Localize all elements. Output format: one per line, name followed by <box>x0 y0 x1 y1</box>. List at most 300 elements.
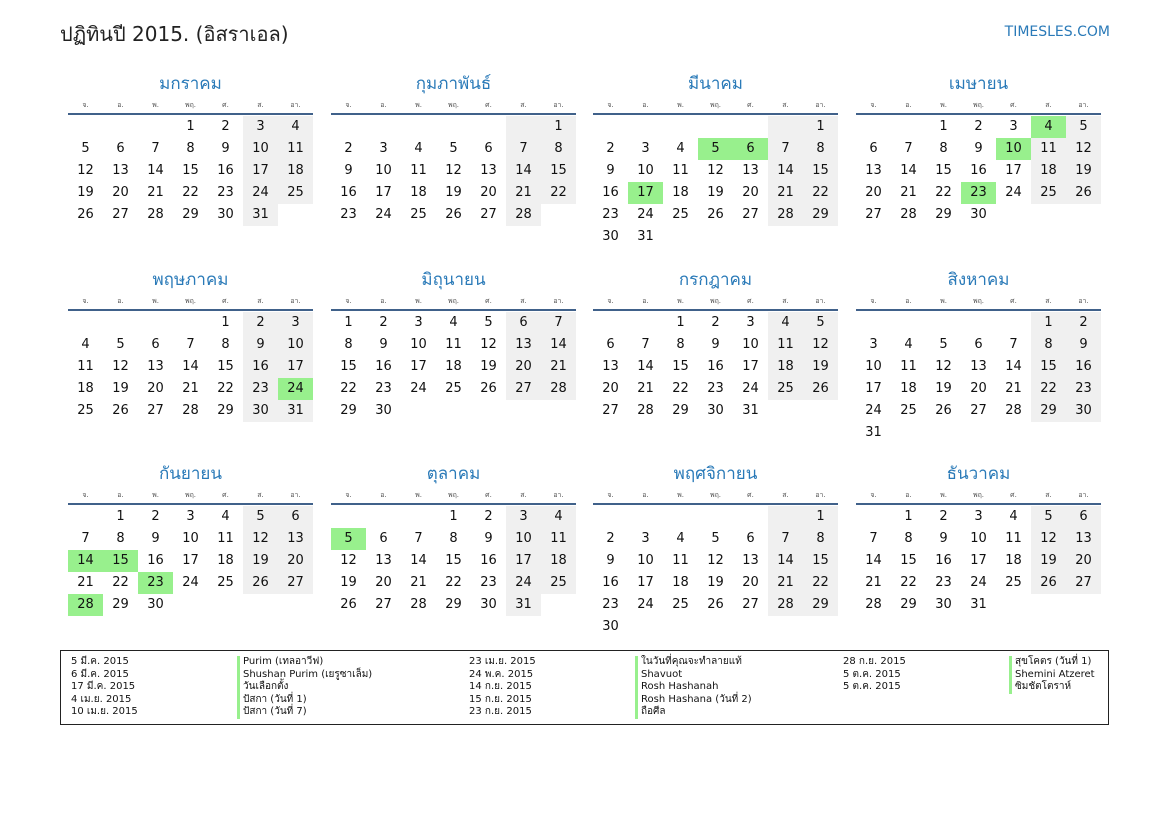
day-cell: 30 <box>243 400 278 422</box>
empty-cell <box>698 506 733 528</box>
day-cell: 25 <box>77 403 94 418</box>
day-cell: 20 <box>970 381 987 396</box>
weekday-label: พฤ. <box>972 101 985 109</box>
legend-date: 23 เม.ย. 2015 <box>469 656 536 667</box>
day-cell: 20 <box>278 550 313 572</box>
day-cell: 1 <box>904 509 913 524</box>
day-cell: 15 <box>672 359 689 374</box>
weekday-label: ส. <box>520 101 527 109</box>
day-cell: 26 <box>112 403 129 418</box>
day-cell: 23 <box>602 207 619 222</box>
legend-holiday-name: Rosh Hashanah <box>635 681 718 694</box>
empty-cell <box>628 312 663 334</box>
day-cell: 4 <box>676 141 685 156</box>
legend-date: 28 ก.ย. 2015 <box>843 656 906 667</box>
day-cell: 29 <box>445 597 462 612</box>
weekday-label: ศ. <box>1010 491 1017 499</box>
day-cell: 5 <box>116 337 125 352</box>
day-grid <box>331 312 576 422</box>
day-cell: 24 <box>637 207 654 222</box>
legend-date: 10 เม.ย. 2015 <box>71 706 138 718</box>
month-name: มิถุนายน <box>421 270 486 290</box>
day-cell: 20 <box>480 185 497 200</box>
weekday-label: ส. <box>1045 101 1052 109</box>
day-cell: 22 <box>340 381 357 396</box>
day-cell: 23 <box>1066 378 1101 400</box>
month-block <box>68 462 313 616</box>
weekday-label: ส. <box>1045 491 1052 499</box>
legend-row <box>71 706 372 719</box>
weekday-label: อา. <box>553 101 564 109</box>
weekday-label: ส. <box>520 491 527 499</box>
day-cell: 10 <box>506 528 541 550</box>
day-cell: 9 <box>606 553 615 568</box>
holiday-day-cell: 6 <box>733 138 768 160</box>
day-cell: 1 <box>541 116 576 138</box>
weekday-header <box>331 489 576 501</box>
weekday-label: พ. <box>940 101 947 109</box>
day-cell: 7 <box>768 528 803 550</box>
day-cell: 6 <box>506 312 541 334</box>
weekday-label: ศ. <box>222 297 229 305</box>
day-cell: 23 <box>935 575 952 590</box>
day-cell: 24 <box>182 575 199 590</box>
day-cell: 31 <box>506 594 541 616</box>
legend-row <box>469 706 752 719</box>
day-cell: 30 <box>935 597 952 612</box>
empty-cell <box>996 312 1031 334</box>
day-cell: 9 <box>243 334 278 356</box>
day-grid <box>68 312 313 422</box>
day-cell: 17 <box>865 381 882 396</box>
day-cell: 2 <box>606 141 615 156</box>
day-cell: 9 <box>974 141 983 156</box>
empty-cell <box>436 116 471 138</box>
day-cell: 1 <box>449 509 458 524</box>
weekday-label: จ. <box>82 101 89 109</box>
weekday-label: ส. <box>520 297 527 305</box>
empty-cell <box>173 312 208 334</box>
weekday-label: ส. <box>257 101 264 109</box>
day-cell: 7 <box>151 141 160 156</box>
empty-cell <box>891 116 926 138</box>
day-cell: 28 <box>900 207 917 222</box>
day-cell: 12 <box>1066 138 1101 160</box>
weekday-label: ศ. <box>1010 101 1017 109</box>
day-cell: 31 <box>637 229 654 244</box>
day-cell: 23 <box>217 185 234 200</box>
weekday-header <box>856 295 1101 307</box>
day-cell: 11 <box>1005 531 1022 546</box>
day-cell: 13 <box>278 528 313 550</box>
day-cell: 2 <box>344 141 353 156</box>
day-cell: 18 <box>278 160 313 182</box>
day-cell: 7 <box>506 138 541 160</box>
month-block <box>68 72 313 226</box>
day-cell: 1 <box>676 315 685 330</box>
empty-cell <box>471 116 506 138</box>
day-cell: 11 <box>445 337 462 352</box>
holiday-day-cell: 24 <box>278 378 313 400</box>
day-cell: 8 <box>1031 334 1066 356</box>
day-cell: 2 <box>243 312 278 334</box>
legend-holiday-name: Shemini Atzeret <box>1009 669 1095 682</box>
weekday-label: อา. <box>290 491 301 499</box>
weekday-label: อ. <box>117 297 124 305</box>
day-cell: 3 <box>641 531 650 546</box>
weekday-label: อ. <box>642 491 649 499</box>
legend-row <box>469 656 752 669</box>
weekday-label: อา. <box>553 297 564 305</box>
day-cell: 29 <box>803 204 838 226</box>
day-cell: 4 <box>278 116 313 138</box>
empty-cell <box>401 506 436 528</box>
day-cell: 25 <box>672 207 689 222</box>
month-block <box>331 72 576 226</box>
day-cell: 4 <box>676 531 685 546</box>
day-cell: 19 <box>243 550 278 572</box>
day-cell: 2 <box>711 315 720 330</box>
day-grid <box>856 506 1101 616</box>
empty-cell <box>698 116 733 138</box>
day-cell: 3 <box>278 312 313 334</box>
day-cell: 23 <box>340 207 357 222</box>
day-cell: 3 <box>414 315 423 330</box>
day-cell: 27 <box>602 403 619 418</box>
empty-cell <box>663 506 698 528</box>
empty-cell <box>103 312 138 334</box>
weekday-label: พ. <box>940 297 947 305</box>
weekday-label: อ. <box>380 101 387 109</box>
day-cell: 6 <box>869 141 878 156</box>
weekday-label: พ. <box>677 297 684 305</box>
legend-holiday-name: สุขโคตร (วันที่ 1) <box>1009 656 1091 669</box>
legend-date: 6 มี.ค. 2015 <box>71 668 129 680</box>
day-cell: 23 <box>707 381 724 396</box>
month-divider <box>856 113 1101 115</box>
month-name: เมษายน <box>948 74 1009 94</box>
day-cell: 26 <box>480 381 497 396</box>
legend-date: 5 มี.ค. 2015 <box>71 656 129 667</box>
day-cell: 26 <box>243 572 278 594</box>
day-cell: 9 <box>1066 334 1101 356</box>
day-cell: 27 <box>742 597 759 612</box>
day-cell: 17 <box>243 160 278 182</box>
month-divider <box>856 309 1101 311</box>
day-cell: 30 <box>1066 400 1101 422</box>
day-cell: 4 <box>221 509 230 524</box>
weekday-label: พฤ. <box>447 101 460 109</box>
legend-date: 15 ก.ย. 2015 <box>469 693 532 705</box>
month-divider <box>331 309 576 311</box>
empty-cell <box>768 506 803 528</box>
day-cell: 17 <box>1005 163 1022 178</box>
weekday-label: พฤ. <box>972 491 985 499</box>
day-cell: 12 <box>77 163 94 178</box>
holiday-day-cell: 23 <box>138 572 173 594</box>
day-cell: 19 <box>480 359 497 374</box>
legend-date: 5 ต.ค. 2015 <box>843 681 901 693</box>
day-cell: 4 <box>768 312 803 334</box>
weekday-label: ส. <box>782 101 789 109</box>
day-cell: 15 <box>340 359 357 374</box>
month-block <box>593 268 838 422</box>
weekday-label: พฤ. <box>447 297 460 305</box>
month-divider <box>593 113 838 115</box>
legend-column <box>843 656 1095 694</box>
weekday-header <box>856 99 1101 111</box>
day-cell: 30 <box>970 207 987 222</box>
weekday-label: พ. <box>152 297 159 305</box>
day-cell: 30 <box>480 597 497 612</box>
day-cell: 19 <box>445 185 462 200</box>
empty-cell <box>593 116 628 138</box>
weekday-label: อา. <box>815 101 826 109</box>
weekday-label: จ. <box>870 297 877 305</box>
day-cell: 12 <box>243 528 278 550</box>
day-cell: 19 <box>707 575 724 590</box>
legend-holiday-name: ในวันที่คุณจะทำลายแท้ <box>635 656 742 669</box>
weekday-label: ส. <box>782 491 789 499</box>
day-grid <box>68 116 313 226</box>
day-cell: 16 <box>340 185 357 200</box>
day-cell: 10 <box>243 138 278 160</box>
day-grid <box>68 506 313 616</box>
legend-row <box>469 681 752 694</box>
day-cell: 23 <box>602 597 619 612</box>
day-cell: 22 <box>112 575 129 590</box>
day-cell: 3 <box>379 141 388 156</box>
empty-cell <box>663 116 698 138</box>
day-cell: 7 <box>414 531 423 546</box>
weekday-label: อา. <box>553 491 564 499</box>
day-cell: 11 <box>1031 138 1066 160</box>
day-cell: 15 <box>445 553 462 568</box>
weekday-label: อ. <box>642 101 649 109</box>
day-cell: 9 <box>344 163 353 178</box>
weekday-label: พ. <box>152 101 159 109</box>
empty-cell <box>68 116 103 138</box>
day-cell: 17 <box>637 575 654 590</box>
day-cell: 4 <box>541 506 576 528</box>
weekday-label: จ. <box>870 491 877 499</box>
day-cell: 21 <box>900 185 917 200</box>
weekday-label: พฤ. <box>709 491 722 499</box>
weekday-header <box>68 489 313 501</box>
holiday-day-cell: 10 <box>996 138 1031 160</box>
day-cell: 14 <box>182 359 199 374</box>
day-cell: 27 <box>506 378 541 400</box>
weekday-label: ศ. <box>485 101 492 109</box>
day-cell: 10 <box>375 163 392 178</box>
empty-cell <box>856 312 891 334</box>
day-cell: 21 <box>541 356 576 378</box>
month-name: พฤษภาคม <box>152 270 229 290</box>
weekday-header <box>331 295 576 307</box>
day-cell: 7 <box>768 138 803 160</box>
day-cell: 17 <box>375 185 392 200</box>
month-name: กันยายน <box>158 464 222 484</box>
month-name: พฤศจิกายน <box>673 464 758 484</box>
day-cell: 14 <box>541 334 576 356</box>
day-cell: 10 <box>865 359 882 374</box>
day-cell: 6 <box>151 337 160 352</box>
day-cell: 8 <box>449 531 458 546</box>
day-cell: 22 <box>1031 378 1066 400</box>
day-cell: 5 <box>1066 116 1101 138</box>
weekday-label: ศ. <box>747 101 754 109</box>
day-cell: 26 <box>1031 572 1066 594</box>
day-cell: 22 <box>217 381 234 396</box>
day-cell: 18 <box>445 359 462 374</box>
empty-cell <box>891 312 926 334</box>
day-cell: 16 <box>707 359 724 374</box>
legend-holiday-name: วันเลือกตั้ง <box>237 681 288 694</box>
weekday-header <box>856 489 1101 501</box>
day-cell: 14 <box>410 553 427 568</box>
holiday-day-cell: 4 <box>1031 116 1066 138</box>
day-grid <box>856 312 1101 444</box>
day-cell: 6 <box>278 506 313 528</box>
weekday-label: ศ. <box>747 491 754 499</box>
weekday-label: พ. <box>415 101 422 109</box>
legend-row <box>71 694 372 707</box>
weekday-label: อ. <box>380 491 387 499</box>
empty-cell <box>138 312 173 334</box>
day-cell: 6 <box>116 141 125 156</box>
weekday-label: พ. <box>415 491 422 499</box>
empty-cell <box>733 116 768 138</box>
day-cell: 8 <box>904 531 913 546</box>
day-cell: 25 <box>278 182 313 204</box>
day-cell: 19 <box>1066 160 1101 182</box>
day-cell: 18 <box>768 356 803 378</box>
day-cell: 25 <box>541 572 576 594</box>
day-cell: 29 <box>340 403 357 418</box>
day-grid <box>331 506 576 616</box>
day-cell: 7 <box>541 312 576 334</box>
day-cell: 6 <box>484 141 493 156</box>
legend-row <box>843 681 1095 694</box>
weekday-label: ส. <box>782 297 789 305</box>
month-block <box>856 268 1101 444</box>
day-cell: 24 <box>506 572 541 594</box>
day-cell: 7 <box>641 337 650 352</box>
weekday-label: อ. <box>380 297 387 305</box>
legend-holiday-name: Rosh Hashana (วันที่ 2) <box>635 694 752 707</box>
weekday-label: ศ. <box>747 297 754 305</box>
day-cell: 13 <box>480 163 497 178</box>
day-cell: 1 <box>939 119 948 134</box>
day-cell: 15 <box>182 163 199 178</box>
day-grid <box>593 116 838 248</box>
day-cell: 11 <box>672 163 689 178</box>
day-cell: 2 <box>221 119 230 134</box>
day-cell: 18 <box>900 381 917 396</box>
day-cell: 11 <box>217 531 234 546</box>
legend-row <box>469 669 752 682</box>
weekday-label: พ. <box>940 491 947 499</box>
day-cell: 31 <box>865 425 882 440</box>
day-cell: 9 <box>379 337 388 352</box>
legend-holiday-name: ซิมชัตโตราห์ <box>1009 681 1071 694</box>
month-divider <box>68 503 313 505</box>
day-cell: 17 <box>506 550 541 572</box>
day-cell: 14 <box>147 163 164 178</box>
weekday-label: พฤ. <box>447 491 460 499</box>
day-cell: 9 <box>606 163 615 178</box>
day-cell: 8 <box>676 337 685 352</box>
day-cell: 22 <box>445 575 462 590</box>
weekday-label: จ. <box>870 101 877 109</box>
day-cell: 14 <box>900 163 917 178</box>
day-cell: 29 <box>900 597 917 612</box>
day-cell: 22 <box>541 182 576 204</box>
day-cell: 18 <box>541 550 576 572</box>
weekday-label: จ. <box>82 491 89 499</box>
day-cell: 10 <box>278 334 313 356</box>
empty-cell <box>68 312 103 334</box>
day-cell: 6 <box>379 531 388 546</box>
site-link[interactable]: TIMESLES.COM <box>1004 24 1110 40</box>
weekday-label: อ. <box>117 491 124 499</box>
day-cell: 8 <box>803 528 838 550</box>
day-cell: 25 <box>217 575 234 590</box>
day-cell: 28 <box>768 204 803 226</box>
day-cell: 15 <box>900 553 917 568</box>
weekday-label: ศ. <box>485 491 492 499</box>
legend-date: 5 ต.ค. 2015 <box>843 668 901 680</box>
weekday-label: พฤ. <box>972 297 985 305</box>
day-cell: 15 <box>935 163 952 178</box>
day-cell: 1 <box>344 315 353 330</box>
empty-cell <box>768 116 803 138</box>
day-cell: 14 <box>865 553 882 568</box>
day-cell: 27 <box>112 207 129 222</box>
holiday-day-cell: 5 <box>698 138 733 160</box>
legend-row <box>71 656 372 669</box>
day-cell: 28 <box>637 403 654 418</box>
day-cell: 2 <box>484 509 493 524</box>
month-name: ธันวาคม <box>946 464 1011 484</box>
month-block <box>856 462 1101 616</box>
month-name: ตุลาคม <box>426 464 481 484</box>
weekday-label: จ. <box>607 297 614 305</box>
day-cell: 18 <box>1005 553 1022 568</box>
day-cell: 24 <box>375 207 392 222</box>
legend-row <box>71 669 372 682</box>
legend-date: 23 ก.ย. 2015 <box>469 706 532 718</box>
day-cell: 30 <box>147 597 164 612</box>
month-name: กุมภาพันธ์ <box>415 74 492 94</box>
day-cell: 17 <box>970 553 987 568</box>
day-cell: 12 <box>112 359 129 374</box>
empty-cell <box>331 506 366 528</box>
month-divider <box>331 113 576 115</box>
day-cell: 17 <box>742 359 759 374</box>
day-cell: 13 <box>742 163 759 178</box>
month-name: มกราคม <box>159 74 222 94</box>
day-cell: 9 <box>711 337 720 352</box>
day-cell: 31 <box>970 597 987 612</box>
day-cell: 27 <box>375 597 392 612</box>
weekday-label: พ. <box>415 297 422 305</box>
month-block <box>68 268 313 422</box>
weekday-label: อา. <box>815 297 826 305</box>
day-cell: 14 <box>637 359 654 374</box>
day-cell: 28 <box>768 594 803 616</box>
legend-holiday-name: Shushan Purim (เยรูซาเล็ม) <box>237 669 372 682</box>
